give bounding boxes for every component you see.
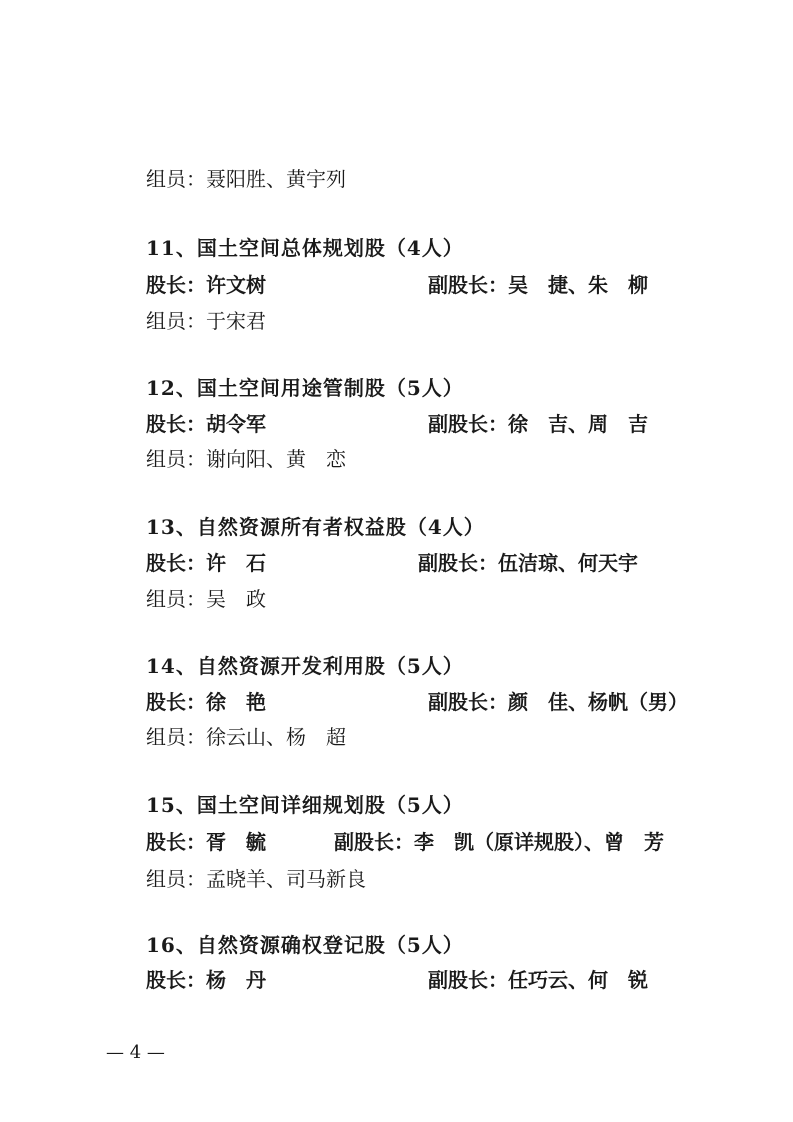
member-text: 组员：吴 政 <box>146 587 266 611</box>
deputy-chief: 副股长：颜 佳、杨帆（男） <box>428 690 688 714</box>
page-number-text: — 4 — <box>106 1042 165 1063</box>
section-title: 16、自然资源确权登记股（5人） <box>146 933 464 957</box>
leader-line <box>0 409 793 439</box>
section-chief: 股长：许 石 <box>146 551 266 575</box>
section-heading <box>0 930 793 960</box>
member-text: 组员：聂阳胜、黄宇列 <box>146 167 346 191</box>
member-line <box>0 584 793 614</box>
member-line <box>0 864 793 894</box>
member-line <box>0 722 793 752</box>
member-text: 组员：谢向阳、黄 恋 <box>146 447 346 471</box>
deputy-chief: 副股长：吴 捷、朱 柳 <box>428 273 648 297</box>
member-text: 组员：于宋君 <box>146 309 266 333</box>
section-title: 13、自然资源所有者权益股（4人） <box>146 515 485 539</box>
leader-line <box>0 827 793 857</box>
section-title: 11、国土空间总体规划股（4人） <box>146 236 464 260</box>
member-line <box>0 306 793 336</box>
section-chief: 股长：胡令军 <box>146 412 266 436</box>
deputy-chief: 副股长：李 凯（原详规股）、曾 芳 <box>334 830 664 854</box>
section-chief: 股长：许文树 <box>146 273 266 297</box>
deputy-chief: 副股长：伍洁琼、何天宇 <box>418 551 638 575</box>
section-heading <box>0 233 793 263</box>
deputy-chief: 副股长：徐 吉、周 吉 <box>428 412 648 436</box>
section-heading <box>0 651 793 681</box>
page-number <box>0 1040 260 1066</box>
member-line <box>0 164 793 194</box>
section-chief: 股长：杨 丹 <box>146 968 266 992</box>
section-title: 15、国土空间详细规划股（5人） <box>146 793 464 817</box>
section-title: 14、自然资源开发利用股（5人） <box>146 654 464 678</box>
member-line <box>0 444 793 474</box>
member-text: 组员：孟晓羊、司马新良 <box>146 867 366 891</box>
deputy-chief: 副股长：任巧云、何 锐 <box>428 968 648 992</box>
section-chief: 股长：徐 艳 <box>146 690 266 714</box>
section-title: 12、国土空间用途管制股（5人） <box>146 376 464 400</box>
section-chief: 股长：胥 毓 <box>146 830 266 854</box>
leader-line <box>0 270 793 300</box>
member-text: 组员：徐云山、杨 超 <box>146 725 346 749</box>
leader-line <box>0 687 793 717</box>
leader-line <box>0 548 793 578</box>
section-heading <box>0 373 793 403</box>
section-heading <box>0 790 793 820</box>
leader-line <box>0 965 793 995</box>
section-heading <box>0 512 793 542</box>
